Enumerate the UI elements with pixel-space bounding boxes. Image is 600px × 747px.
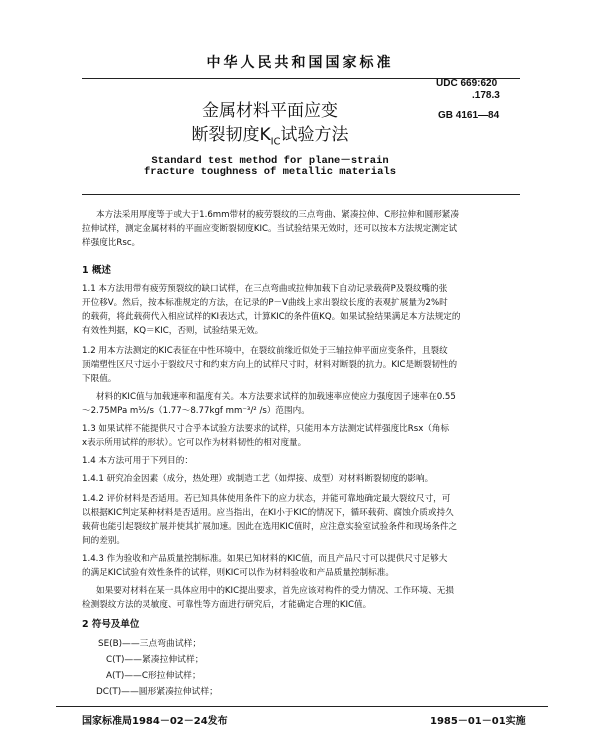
english-title-1: Standard test method for plane－strain bbox=[151, 155, 389, 167]
text-line: 开位移V。然后，按本标准规定的方法，在记录的P－V曲线上求出裂纹长度的表观扩展量为2%时 bbox=[82, 298, 448, 308]
text-line: 顶端塑性区尺寸远小于裂纹尺寸和约束方向上的试样尺寸时，材料对断裂的抗力。KIC是断裂韧性的 bbox=[82, 360, 458, 370]
intro-line: 样强度比Rsc。 bbox=[82, 238, 141, 248]
title-sub: IC bbox=[270, 136, 281, 148]
text-line: 的载荷，将此载荷代入相应试样的KI表达式，计算KIC的条件值KQ。如果试验结果满足本方法规定的 bbox=[82, 312, 461, 322]
text-line: 1.3 如果试样不能提供尺寸合乎本试验方法要求的试样，只能用本方法测定试样强度比Rsx（角标 bbox=[82, 424, 450, 434]
text-line: 下限值。 bbox=[82, 374, 117, 384]
text-line: ～2.75MPa m½/s（1.77～8.77kgf mm⁻³/² /s）范围内。 bbox=[82, 406, 310, 416]
title-line-2 bbox=[0, 120, 540, 147]
section-1-title: 1 概述 bbox=[82, 265, 111, 276]
title-line-1: 金属材料平面应变 bbox=[202, 101, 338, 121]
gb-code: GB 4161—84 bbox=[438, 110, 500, 121]
standard-header: 中华人民共和国国家标准 bbox=[206, 55, 394, 71]
effective-date: 1985－01－01实施 bbox=[430, 716, 526, 727]
text-line: 1.4.1 研究冶金因素（成分，热处理）或制造工艺（如焊接、成型）对材料断裂韧度的影响。 bbox=[82, 474, 434, 484]
title-line-2-b: 试验方法 bbox=[280, 125, 349, 145]
symbol-dc-t: DC(T)——圆形紧凑拉伸试样； bbox=[96, 687, 218, 697]
para-1-3 bbox=[82, 422, 522, 450]
text-line: 1.4.3 作为验收和产品质量控制标准。如果已知材料的KIC值，而且产品尺寸可以提供尺寸足够大 bbox=[82, 554, 448, 564]
symbol-se-b: SE(B)——三点弯曲试样； bbox=[98, 639, 202, 649]
symbol-c-t: C(T)——紧凑拉伸试样； bbox=[106, 655, 204, 665]
para-1-1 bbox=[82, 282, 522, 338]
text-line: 检测裂纹方法的灵敏度、可靠性等方面进行研究后，才能确定合理的KIC值。 bbox=[82, 600, 372, 610]
text-line: 有效性判据，KQ＝KIC，否则，试验结果无效。 bbox=[82, 326, 264, 336]
para-1-2 bbox=[82, 344, 522, 386]
text-line: 以根据KIC判定某种材料是否适用。应当指出，在KI小于KIC的情况下，循环载荷、腐蚀介质或持久 bbox=[82, 508, 454, 518]
intro-line: 本方法采用厚度等于或大于1.6mm带材的疲劳裂纹的三点弯曲、紧凑拉伸、C形拉伸和圆形紧凑 bbox=[96, 210, 459, 220]
text-line: 1.2 用本方法测定的KIC表征在中性环境中，在裂纹前缘近似处于三轴拉伸平面应变条件，且裂纹 bbox=[82, 346, 448, 356]
section-2-title: 2 符号及单位 bbox=[82, 619, 140, 630]
intro-line: 拉伸试样，测定金属材料的平面应变断裂韧度KIC。当试验结果无效时，还可以按本方法规定测定试 bbox=[82, 224, 458, 234]
para-requirement bbox=[82, 584, 522, 612]
text-line: 1.1 本方法用带有疲劳预裂纹的缺口试样，在三点弯曲或拉伸加载下自动记录载荷P及裂纹嘴的张 bbox=[82, 284, 448, 294]
para-1-4-1 bbox=[82, 472, 522, 486]
text-line: 1.4 本方法可用于下列目的： bbox=[82, 456, 193, 466]
text-line: 如果要对材料在某一具体应用中的KIC提出要求，首先应该对构件的受力情况、工作环境、无损 bbox=[96, 586, 454, 596]
text-line: 载荷也能引起裂纹扩展并使其扩展加速。因此在选用KIC值时，应注意实验室试验条件和现场条件之 bbox=[82, 522, 458, 532]
text-line: 的满足KIC试验有效性条件的试样，则KIC可以作为材料验收和产品质量控制标准。 bbox=[82, 568, 394, 578]
udc-code: UDC 669:620 bbox=[436, 78, 498, 89]
text-line: x表示所用试样的形状）。它可以作为材料韧性的相对度量。 bbox=[82, 438, 307, 448]
intro-paragraph bbox=[82, 208, 522, 250]
footer-divider bbox=[56, 706, 548, 707]
para-rate bbox=[82, 390, 522, 418]
symbol-a-t: A(T)——C形拉伸试样； bbox=[106, 671, 201, 681]
udc-code-cont: .178.3 bbox=[472, 90, 500, 101]
title-line-2-a: 断裂韧度K bbox=[191, 125, 271, 145]
issue-date: 国家标准局1984－02－24发布 bbox=[82, 716, 228, 727]
title-divider bbox=[82, 194, 520, 195]
text-line: 1.4.2 评价材料是否适用。若已知具体使用条件下的应力状态，并能可靠地确定最大裂纹尺寸，可 bbox=[82, 494, 451, 504]
para-1-4-2 bbox=[82, 492, 522, 548]
text-line: 间的差别。 bbox=[82, 536, 125, 546]
para-1-4-3 bbox=[82, 552, 522, 580]
para-1-4 bbox=[82, 454, 522, 468]
text-line: 材料的KIC值与加载速率和温度有关。本方法要求试样的加载速率应使应力强度因子速率在0.55 bbox=[96, 392, 456, 402]
english-title-2: fracture toughness of metallic materials bbox=[143, 166, 397, 178]
